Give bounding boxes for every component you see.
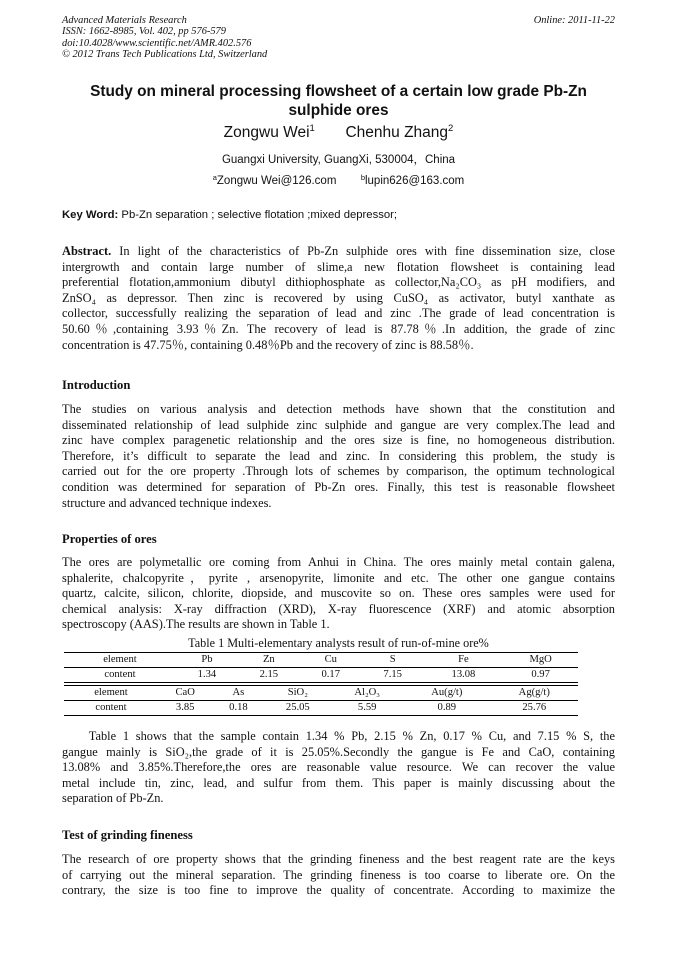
table-cell: Pb [176, 653, 238, 668]
paragraph-line: carried out for the ore property .Through lots of schemes by comparison, the optimum technological [62, 464, 615, 479]
affiliation: Guangxi University, GuangXi, 530004，China [221, 154, 456, 166]
table-cell: 25.76 [491, 701, 578, 716]
title-line-1: Study on mineral processing flowsheet of a certain low grade Pb-Zn [90, 83, 587, 100]
abstract-line: ZnSO₄ as depressor. Then zinc is recovered by using CuSO₄ as activator, butyl xanthate as [62, 290, 615, 305]
author-affil-mark: 2 [448, 123, 454, 134]
paragraph-line: sphalerite, chalcopyrite，pyrite , arsenopyrite, limonite and etc. The other one gangue contains [62, 570, 615, 585]
table-cell: content [64, 701, 158, 716]
table-cell: SiO₂ [264, 686, 331, 701]
paragraph-line: structure and advanced technique indexes. [62, 495, 272, 510]
table-cell: Al₂O₃ [331, 686, 403, 701]
keywords-text: Pb-Zn separation ; selective flotation ;mixed depressor; [118, 209, 398, 221]
table-cell: 2.15 [238, 668, 300, 683]
paragraph-line: contrary, the size is too fine to improve the quality of concentrate. According to maximize the [62, 883, 615, 898]
table-cell: Ag(g/t) [491, 686, 578, 701]
table-cell: MgO [503, 653, 578, 668]
online-date: Online: 2011-11-22 [533, 15, 615, 26]
paragraph-line: chemical analysis: X-ray diffraction (XRD), X-ray fluorescence (XRF) and atomic absorption [62, 601, 615, 616]
table-1-block-2 [64, 685, 578, 716]
table-1-block-1 [64, 652, 578, 683]
paragraph-line: condition was determined for separation of Pb-Zn ores. Finally, this test is reasonable flowsheet [62, 479, 615, 494]
table-row [64, 668, 578, 683]
table-cell: Zn [238, 653, 300, 668]
table-cell: Au(g/t) [403, 686, 490, 701]
grinding-paragraph [62, 852, 615, 899]
table-cell: content [64, 668, 176, 683]
section-heading-properties: Properties of ores [62, 532, 157, 546]
issn-line: ISSN: 1662-8985, Vol. 402, pp 576-579 [62, 26, 226, 38]
paragraph-line: metal include tin, zinc, lead, and sulfur from them. This paper is mainly discussing about the [62, 775, 615, 790]
author-emails [62, 173, 615, 187]
author-name: Zongwu Wei [223, 124, 310, 141]
email-address[interactable]: lupin626@163.com [364, 175, 465, 187]
abstract-line: concentration is 47.75％, containing 0.48％Pb and the recovery of zinc is 88.58％. [62, 337, 474, 352]
introduction-paragraph [62, 402, 615, 511]
copyright-line: © 2012 Trans Tech Publications Ltd, Switzerland [62, 49, 268, 61]
paragraph-line: disseminated relationship of lead sulphide zinc sulphide and gangue are very complex.The lead and [62, 417, 615, 432]
table-cell: As [212, 686, 264, 701]
table-cell: 3.85 [158, 701, 212, 716]
section-heading-grinding: Test of grinding fineness [62, 828, 193, 842]
abstract-line: preferential flotation,ammonium dibutyl dithiophosphate as collector,Na₂CO₃ as pH modifiers, and [62, 275, 615, 290]
doi-line: doi:10.4028/www.scientific.net/AMR.402.576 [62, 37, 252, 49]
abstract-label: Abstract. [62, 244, 112, 258]
author-name: Chenhu Zhang [345, 124, 449, 141]
paragraph-line: Table 1 shows that the sample contain 1.34 % Pb, 2.15 % Zn, 0.17 % Cu, and 7.15 % S, the [62, 729, 615, 743]
email-mark: a [212, 173, 217, 182]
table-cell: Fe [424, 653, 504, 668]
email-address[interactable]: Zongwu Wei@126.com [216, 175, 337, 187]
table-cell: 1.34 [176, 668, 238, 683]
paragraph-line: gangue mainly is SiO₂,the grade of it is 25.05%.Secondly the gangue is Fe and CaO, containing [62, 744, 615, 759]
keywords [62, 209, 397, 221]
table-cell: element [64, 653, 176, 668]
abstract-line: intergrowth and contain large number of slime,a new flotation flowsheet is containing lead [62, 259, 615, 274]
table-caption: Table 1 Multi-elementary analysts result of run-of-mine ore% [188, 636, 489, 650]
table-cell: 5.59 [331, 701, 403, 716]
properties-paragraph [62, 555, 615, 633]
keywords-label: Key Word: [62, 209, 119, 221]
table-cell: 13.08 [424, 668, 504, 683]
paragraph-line: quartz, calcite, silicon, chlorite, diopside, and muscovite so on. These ores samples were used for [62, 586, 615, 601]
paragraph-line: 13.08% and 3.85%.Therefore,the ores are reasonable value resource. We can recover the value [62, 760, 615, 775]
table-discussion-paragraph [62, 729, 615, 807]
paragraph-line: separation of Pb-Zn. [62, 791, 164, 806]
abstract-line: collector, successfully realizing the separation of lead and zinc .The grade of lead concentration is [62, 306, 615, 321]
paragraph-line: spectroscopy (AAS).The results are shown in Table 1. [62, 617, 330, 632]
author-list [62, 123, 615, 142]
table-cell: S [362, 653, 424, 668]
journal-header [62, 15, 267, 61]
paragraph-line: of carrying out the mineral separation. The grinding fineness is too coarse to liberate ore. On the [62, 867, 615, 882]
table-cell: 0.97 [503, 668, 578, 683]
journal-name: Advanced Materials Research [62, 15, 187, 26]
paper-title [62, 82, 615, 120]
paragraph-line: The ores are polymetallic ore coming from Anhui in China. The ores mainly metal contain galena, [62, 555, 615, 569]
table-cell: element [64, 686, 158, 701]
paragraph-line: Therefore, it’s difficult to separate the lead and zinc. In considering this problem, the study is [62, 448, 615, 463]
author-affil-mark: 1 [309, 123, 315, 134]
table-header-row [64, 653, 578, 668]
section-heading-introduction: Introduction [62, 378, 131, 392]
table-cell: 0.89 [403, 701, 490, 716]
paragraph-line: zinc have complex paragenetic relationship and the ores size is fine, no homogeneous distribution. [62, 433, 615, 448]
table-cell: Cu [300, 653, 362, 668]
table-cell: 25.05 [264, 701, 331, 716]
paragraph-line: The studies on various analysis and detection methods have shown that the constitution and [62, 402, 615, 416]
table-row [64, 701, 578, 716]
table-cell: 0.18 [212, 701, 264, 716]
abstract-line: 50.60％,containing 3.93％Zn. The recovery of lead is 87.78％.In addition, the grade of zinc [62, 321, 615, 336]
table-cell: 7.15 [362, 668, 424, 683]
table-header-row [64, 686, 578, 701]
email-mark: b [360, 173, 365, 182]
paragraph-line: The research of ore property shows that the grinding fineness and the best reagent rate are the keys [62, 852, 615, 866]
title-line-2: sulphide ores [288, 102, 389, 119]
table-cell: 0.17 [300, 668, 362, 683]
table-cell: CaO [158, 686, 212, 701]
abstract [62, 244, 615, 353]
abstract-line: In light of the characteristics of Pb-Zn sulphide ores with fine dissemination size, close [111, 244, 615, 258]
